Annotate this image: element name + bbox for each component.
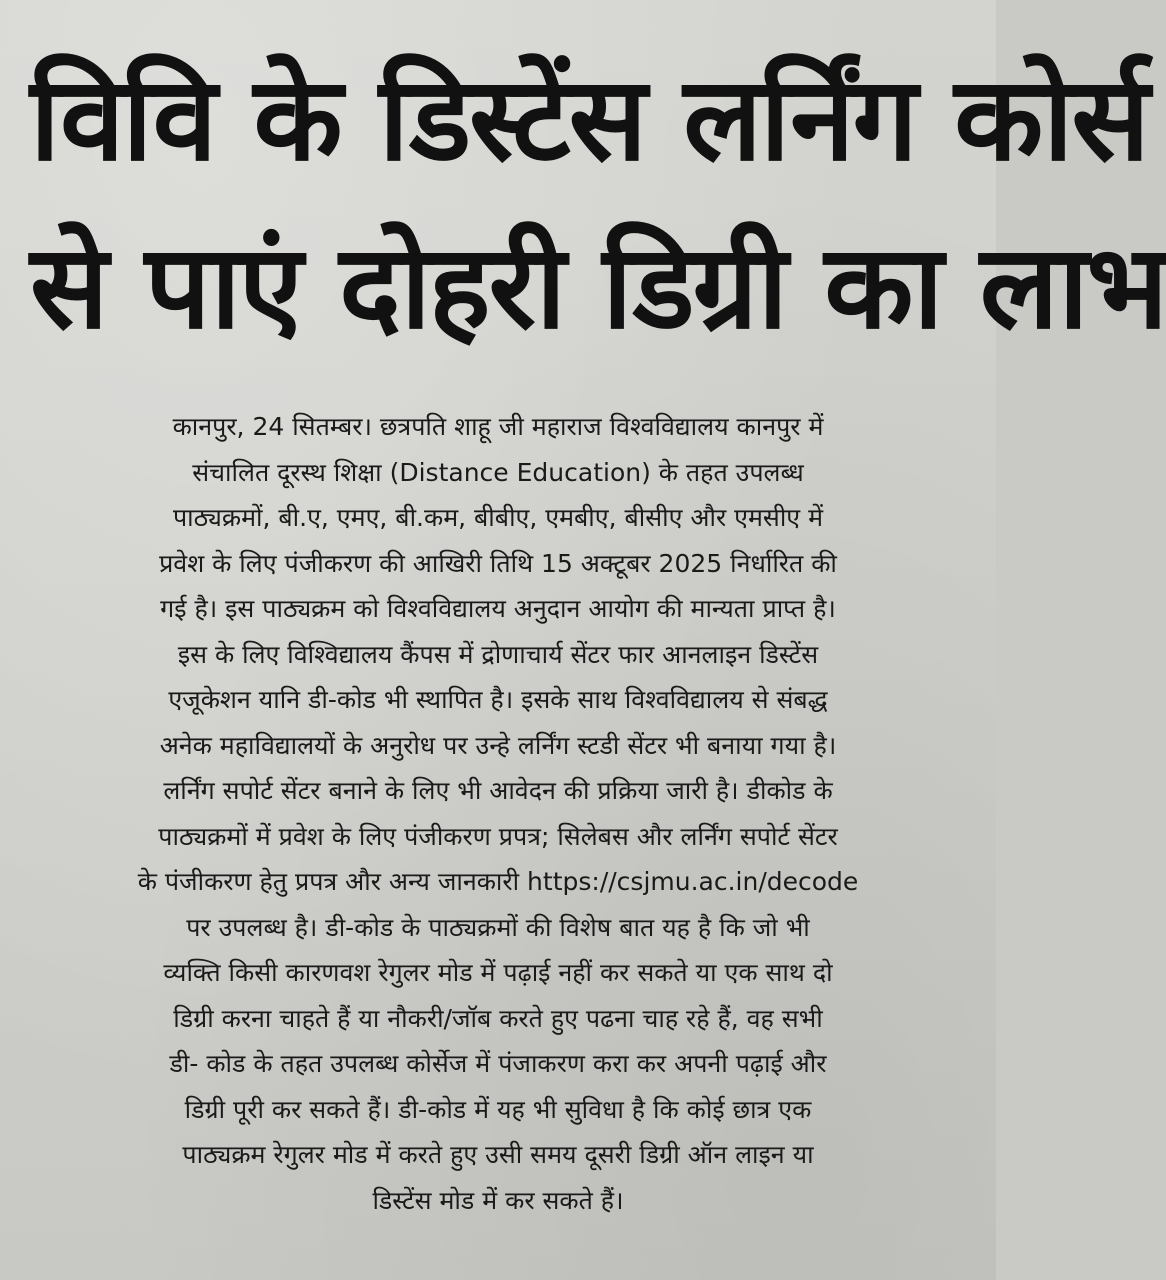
article-line: डिग्री पूरी कर सकते हैं। डी-कोड में यह भी सुविधा है कि कोई छात्र एक	[184, 1094, 812, 1124]
article-line: एजूकेशन यानि डी-कोड भी स्थापित है। इसके साथ विश्वविद्यालय से संबद्ध	[168, 685, 828, 714]
article-line: कानपुर, 24 सितम्बर। छत्रपति शाहू जी महाराज विश्वविद्यालय कानपुर में	[172, 412, 824, 441]
article-line: गई है। इस पाठ्यक्रम को विश्वविद्यालय अनुदान आयोग की मान्यता प्राप्त है।	[160, 594, 836, 623]
article-line: पर उपलब्ध है। डी-कोड के पाठ्यक्रमों की विशेष बात यह है कि जो भी	[186, 912, 810, 942]
article-line: व्यक्ति किसी कारणवश रेगुलर मोड में पढ़ाई नहीं कर सकते या एक साथ दो	[163, 958, 833, 987]
article-line: अनेक महाविद्यालयों के अनुरोध पर उन्हे लर्निंग स्टडी सेंटर भी बनाया गया है।	[159, 730, 837, 760]
article-line: डिस्टेंस मोड में कर सकते हैं।	[372, 1185, 624, 1215]
article-line: इस के लिए विश्विद्यालय कैंपस में द्रोणाचार्य सेंटर फार आनलाइन डिस्टेंस	[177, 639, 819, 669]
article-line: लर्निंग सपोर्ट सेंटर बनाने के लिए भी आवेदन की प्रक्रिया जारी है। डीकोड के	[163, 776, 833, 805]
article-line: डिग्री करना चाहते हैं या नौकरी/जॉब करते हुए पढना चाह रहे हैं, वह सभी	[173, 1003, 823, 1033]
article-line: संचालित दूरस्थ शिक्षा (Distance Education) के तहत उपलब्ध	[192, 457, 804, 487]
headline-line-1: विवि के डिस्टेंस लर्निंग कोर्स	[30, 52, 1148, 187]
article-line: प्रवेश के लिए पंजीकरण की आखिरी तिथि 15 अक्टूबर 2025 निर्धारित की	[159, 548, 837, 578]
article-line: के पंजीकरण हेतु प्रपत्र और अन्य जानकारी https://csjmu.ac.in/decode	[137, 867, 859, 896]
article-body	[14, 404, 982, 1223]
article-line: पाठ्यक्रमों में प्रवेश के लिए पंजीकरण प्रपत्र; सिलेबस और लर्निंग सपोर्ट सेंटर	[158, 821, 838, 851]
headline	[30, 36, 1166, 372]
article-line: पाठ्यक्रमों, बी.ए, एमए, बी.कम, बीबीए, एमबीए, बीसीए और एमसीए में	[172, 503, 824, 532]
headline-line-2: से पाएं दोहरी डिग्री का लाभ	[30, 220, 1166, 355]
article-line: डी- कोड के तहत उपलब्ध कोर्सेज में पंजाकरण करा कर अपनी पढ़ाई और	[169, 1049, 827, 1078]
article-line: पाठ्यक्रम रेगुलर मोड में करते हुए उसी समय दूसरी डिग्री ऑन लाइन या	[182, 1140, 814, 1169]
